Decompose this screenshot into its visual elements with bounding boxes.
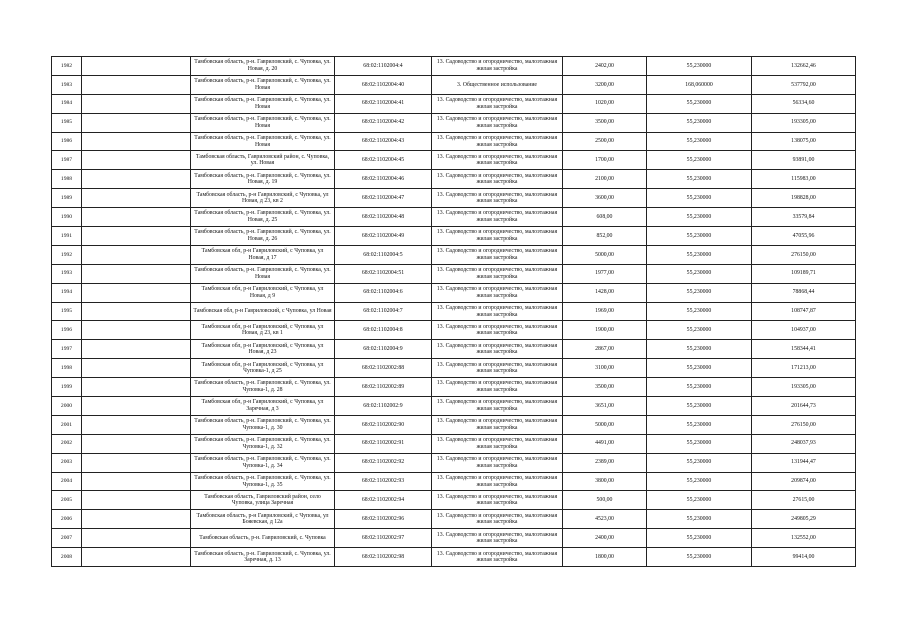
empty-cell (82, 113, 191, 132)
table-row (52, 529, 856, 548)
cadastral-value-cell: 115983,00 (752, 170, 856, 189)
area-cell: 3500,00 (563, 378, 647, 397)
rate-cell: 55,230000 (647, 245, 752, 264)
rate-cell: 55,230000 (647, 415, 752, 434)
area-cell: 3500,00 (563, 113, 647, 132)
empty-cell (82, 453, 191, 472)
empty-cell (82, 302, 191, 321)
area-cell: 500,00 (563, 491, 647, 510)
address-cell: Тамбовская область, р-н. Гавриловский, с. Чуповка, ул. Новая, д. 26 (191, 227, 335, 246)
cadastral-number-cell: 68:02:1102002:89 (335, 378, 432, 397)
rate-cell: 55,230000 (647, 151, 752, 170)
cadastral-number-cell: 68:02:1102004:48 (335, 208, 432, 227)
cadastral-number-cell: 68:02:1102004:42 (335, 113, 432, 132)
empty-cell (82, 75, 191, 94)
cadastral-number-cell: 68:02:1102004:49 (335, 227, 432, 246)
table-row (52, 548, 856, 567)
area-cell: 1977,00 (563, 264, 647, 283)
empty-cell (82, 510, 191, 529)
empty-cell (82, 208, 191, 227)
table-row (52, 453, 856, 472)
land-use-cell: 13. Садоводство и огородничество, малоэтажная жилая застройка (432, 415, 563, 434)
table-row (52, 434, 856, 453)
cadastral-number-cell: 68:02:1102004:6 (335, 283, 432, 302)
table-row (52, 151, 856, 170)
rate-cell: 55,230000 (647, 227, 752, 246)
empty-cell (82, 264, 191, 283)
land-use-cell: 13. Садоводство и огородничество, малоэтажная жилая застройка (432, 548, 563, 567)
address-cell: Тамбовская обл, р-н Гавриловский, с Чуповка, ул Чуповка-1, д 25 (191, 359, 335, 378)
land-use-cell: 13. Садоводство и огородничество, малоэтажная жилая застройка (432, 359, 563, 378)
cadastral-value-cell: 99414,00 (752, 548, 856, 567)
empty-cell (82, 340, 191, 359)
area-cell: 1700,00 (563, 151, 647, 170)
land-use-cell: 13. Садоводство и огородничество, малоэтажная жилая застройка (432, 397, 563, 416)
row-number-cell: 2004 (52, 472, 82, 491)
empty-cell (82, 529, 191, 548)
empty-cell (82, 94, 191, 113)
empty-cell (82, 359, 191, 378)
row-number-cell: 1988 (52, 170, 82, 189)
cadastral-number-cell: 68:02:1102002:98 (335, 548, 432, 567)
area-cell: 2389,00 (563, 453, 647, 472)
address-cell: Тамбовская область, р-н. Гавриловский, с. Чуповка (191, 529, 335, 548)
cadastral-number-cell: 68:02:1102002:94 (335, 491, 432, 510)
area-cell: 1020,00 (563, 94, 647, 113)
empty-cell (82, 491, 191, 510)
row-number-cell: 1994 (52, 283, 82, 302)
land-use-cell: 13. Садоводство и огородничество, малоэтажная жилая застройка (432, 94, 563, 113)
row-number-cell: 1991 (52, 227, 82, 246)
rate-cell: 55,230000 (647, 397, 752, 416)
area-cell: 5000,00 (563, 415, 647, 434)
land-use-cell: 13. Садоводство и огородничество, малоэтажная жилая застройка (432, 57, 563, 76)
area-cell: 2402,00 (563, 57, 647, 76)
cadastral-number-cell: 68:02:1102004:7 (335, 302, 432, 321)
area-cell: 1800,00 (563, 548, 647, 567)
address-cell: Тамбовская область, р-н. Гавриловский, с. Чуповка, ул. Чуповка-1, д. 32 (191, 434, 335, 453)
cadastral-value-cell: 193305,00 (752, 113, 856, 132)
address-cell: Тамбовская область, р-н. Гавриловский, с. Чуповка, ул. Новая (191, 94, 335, 113)
rate-cell: 55,230000 (647, 208, 752, 227)
address-cell: Тамбовская область, р-н. Гавриловский, с. Чуповка, ул. Новая, д. 20 (191, 57, 335, 76)
row-number-cell: 1993 (52, 264, 82, 283)
cadastral-number-cell: 68:02:1102002:9 (335, 397, 432, 416)
cadastral-number-cell: 68:02:1102004:5 (335, 245, 432, 264)
rate-cell: 55,230000 (647, 434, 752, 453)
cadastral-number-cell: 68:02:1102002:96 (335, 510, 432, 529)
land-use-cell: 13. Садоводство и огородничество, малоэтажная жилая застройка (432, 529, 563, 548)
table-row (52, 264, 856, 283)
area-cell: 5000,00 (563, 245, 647, 264)
cadastral-number-cell: 68:02:1102004:8 (335, 321, 432, 340)
cadastral-value-cell: 132552,00 (752, 529, 856, 548)
area-cell: 3100,00 (563, 359, 647, 378)
cadastral-value-cell: 27615,00 (752, 491, 856, 510)
empty-cell (82, 283, 191, 302)
cadastral-number-cell: 68:02:1102004:4 (335, 57, 432, 76)
address-cell: Тамбовская обл, р-н Гавриловский, с Чуповка, ул Новая (191, 302, 335, 321)
row-number-cell: 2002 (52, 434, 82, 453)
land-use-cell: 13. Садоводство и огородничество, малоэтажная жилая застройка (432, 245, 563, 264)
address-cell: Тамбовская обл, р-н Гавриловский, с Чуповка, ул Новая, д 17 (191, 245, 335, 264)
row-number-cell: 1984 (52, 94, 82, 113)
land-use-cell: 13. Садоводство и огородничество, малоэтажная жилая застройка (432, 434, 563, 453)
land-use-cell: 13. Садоводство и огородничество, малоэтажная жилая застройка (432, 208, 563, 227)
land-use-cell: 13. Садоводство и огородничество, малоэтажная жилая застройка (432, 227, 563, 246)
table-row (52, 340, 856, 359)
row-number-cell: 1985 (52, 113, 82, 132)
rate-cell: 55,230000 (647, 453, 752, 472)
address-cell: Тамбовская область, Гавриловский район, село Чуповка, улица Заречная (191, 491, 335, 510)
table-row (52, 397, 856, 416)
cadastral-value-cell: 56334,60 (752, 94, 856, 113)
land-use-cell: 13. Садоводство и огородничество, малоэтажная жилая застройка (432, 302, 563, 321)
cadastral-value-cell: 198828,00 (752, 189, 856, 208)
empty-cell (82, 132, 191, 151)
empty-cell (82, 227, 191, 246)
row-number-cell: 2000 (52, 397, 82, 416)
land-use-cell: 13. Садоводство и огородничество, малоэтажная жилая застройка (432, 264, 563, 283)
cadastral-number-cell: 68:02:1102002:91 (335, 434, 432, 453)
area-cell: 1900,00 (563, 321, 647, 340)
area-cell: 3600,00 (563, 189, 647, 208)
rate-cell: 55,230000 (647, 472, 752, 491)
row-number-cell: 1983 (52, 75, 82, 94)
area-cell: 2500,00 (563, 132, 647, 151)
row-number-cell: 1996 (52, 321, 82, 340)
rate-cell: 55,230000 (647, 378, 752, 397)
area-cell: 1969,00 (563, 302, 647, 321)
table-row (52, 113, 856, 132)
cadastral-number-cell: 68:02:1102004:45 (335, 151, 432, 170)
address-cell: Тамбовская обл, р-н Гавриловский, с Чуповка, ул Новая, д 9 (191, 283, 335, 302)
row-number-cell: 2006 (52, 510, 82, 529)
row-number-cell: 1998 (52, 359, 82, 378)
area-cell: 2100,00 (563, 170, 647, 189)
row-number-cell: 2001 (52, 415, 82, 434)
row-number-cell: 1995 (52, 302, 82, 321)
row-number-cell: 2007 (52, 529, 82, 548)
land-use-cell: 13. Садоводство и огородничество, малоэтажная жилая застройка (432, 151, 563, 170)
table-row (52, 472, 856, 491)
table-row (52, 170, 856, 189)
cadastral-value-cell: 276150,00 (752, 415, 856, 434)
address-cell: Тамбовская область, р-н. Гавриловский, с. Чуповка, ул. Новая (191, 113, 335, 132)
row-number-cell: 1992 (52, 245, 82, 264)
cadastral-number-cell: 68:02:1102004:9 (335, 340, 432, 359)
land-use-cell: 13. Садоводство и огородничество, малоэтажная жилая застройка (432, 132, 563, 151)
cadastral-value-cell: 104937,00 (752, 321, 856, 340)
rate-cell: 55,230000 (647, 189, 752, 208)
area-cell: 608,00 (563, 208, 647, 227)
land-use-cell: 3. Общественное использование (432, 75, 563, 94)
land-use-cell: 13. Садоводство и огородничество, малоэтажная жилая застройка (432, 189, 563, 208)
rate-cell: 55,230000 (647, 94, 752, 113)
cadastral-value-cell: 193305,00 (752, 378, 856, 397)
cadastral-value-cell: 93891,00 (752, 151, 856, 170)
cadastral-value-cell: 108747,87 (752, 302, 856, 321)
cadastral-number-cell: 68:02:1102004:41 (335, 94, 432, 113)
area-cell: 3651,00 (563, 397, 647, 416)
cadastral-value-cell: 248037,93 (752, 434, 856, 453)
cadastral-number-cell: 68:02:1102004:43 (335, 132, 432, 151)
land-use-cell: 13. Садоводство и огородничество, малоэтажная жилая застройка (432, 321, 563, 340)
address-cell: Тамбовская область, Гавриловский район, с. Чуповка, ул. Новая (191, 151, 335, 170)
table-row (52, 321, 856, 340)
empty-cell (82, 151, 191, 170)
area-cell: 4523,00 (563, 510, 647, 529)
table-row (52, 359, 856, 378)
cadastral-value-cell: 249805,29 (752, 510, 856, 529)
rate-cell: 55,230000 (647, 132, 752, 151)
land-registry-table (51, 56, 856, 567)
cadastral-number-cell: 68:02:1102004:47 (335, 189, 432, 208)
cadastral-value-cell: 537792,00 (752, 75, 856, 94)
cadastral-value-cell: 131944,47 (752, 453, 856, 472)
area-cell: 3800,00 (563, 472, 647, 491)
address-cell: Тамбовская обл, р-н Гавриловский, с Чуповка, ул Новая, д 23 (191, 340, 335, 359)
cadastral-number-cell: 68:02:1102004:40 (335, 75, 432, 94)
row-number-cell: 1999 (52, 378, 82, 397)
address-cell: Тамбовская область, р-н. Гавриловский, с. Чуповка, ул. Новая (191, 75, 335, 94)
empty-cell (82, 170, 191, 189)
row-number-cell: 2008 (52, 548, 82, 567)
row-number-cell: 1990 (52, 208, 82, 227)
table-row (52, 94, 856, 113)
address-cell: Тамбовская область, р-н. Гавриловский, с. Чуповка, ул. Чуповка-1, д. 34 (191, 453, 335, 472)
table-row (52, 415, 856, 434)
land-use-cell: 13. Садоводство и огородничество, малоэтажная жилая застройка (432, 453, 563, 472)
land-use-cell: 13. Садоводство и огородничество, малоэтажная жилая застройка (432, 283, 563, 302)
land-use-cell: 13. Садоводство и огородничество, малоэтажная жилая застройка (432, 170, 563, 189)
table-row (52, 57, 856, 76)
address-cell: Тамбовская обл, р-н Гавриловский, с Чуповка, ул Новая, д 23, кв 1 (191, 321, 335, 340)
row-number-cell: 1997 (52, 340, 82, 359)
cadastral-number-cell: 68:02:1102002:92 (335, 453, 432, 472)
land-use-cell: 13. Садоводство и огородничество, малоэтажная жилая застройка (432, 491, 563, 510)
area-cell: 2400,00 (563, 529, 647, 548)
table-row (52, 75, 856, 94)
rate-cell: 55,230000 (647, 113, 752, 132)
rate-cell: 55,230000 (647, 57, 752, 76)
cadastral-value-cell: 47055,96 (752, 227, 856, 246)
cadastral-value-cell: 158344,41 (752, 340, 856, 359)
cadastral-value-cell: 33579,84 (752, 208, 856, 227)
table-row (52, 208, 856, 227)
area-cell: 3200,00 (563, 75, 647, 94)
row-number-cell: 1982 (52, 57, 82, 76)
empty-cell (82, 472, 191, 491)
row-number-cell: 2005 (52, 491, 82, 510)
rate-cell: 55,230000 (647, 491, 752, 510)
rate-cell: 55,230000 (647, 170, 752, 189)
empty-cell (82, 548, 191, 567)
address-cell: Тамбовская область, р-н. Гавриловский, с. Чуповка, ул. Чуповка-1, д. 30 (191, 415, 335, 434)
empty-cell (82, 415, 191, 434)
row-number-cell: 1987 (52, 151, 82, 170)
cadastral-number-cell: 68:02:1102002:97 (335, 529, 432, 548)
table-row (52, 491, 856, 510)
cadastral-number-cell: 68:02:1102002:90 (335, 415, 432, 434)
address-cell: Тамбовская область, р-н. Гавриловский, с. Чуповка, ул. Заречная, д. 13 (191, 548, 335, 567)
table-row (52, 189, 856, 208)
area-cell: 1428,00 (563, 283, 647, 302)
address-cell: Тамбовская область, р-н. Гавриловский, с. Чуповка, ул. Чуповка-1, д. 28 (191, 378, 335, 397)
cadastral-value-cell: 201644,73 (752, 397, 856, 416)
empty-cell (82, 397, 191, 416)
area-cell: 2867,00 (563, 340, 647, 359)
address-cell: Тамбовская область, р-н Гавриловский, с Чуповка, ул Бояевская, д 12а (191, 510, 335, 529)
table-row (52, 283, 856, 302)
area-cell: 4491,00 (563, 434, 647, 453)
rate-cell: 55,230000 (647, 302, 752, 321)
land-use-cell: 13. Садоводство и огородничество, малоэтажная жилая застройка (432, 510, 563, 529)
rate-cell: 55,230000 (647, 510, 752, 529)
cadastral-value-cell: 209874,00 (752, 472, 856, 491)
table-row (52, 302, 856, 321)
land-use-cell: 13. Садоводство и огородничество, малоэтажная жилая застройка (432, 113, 563, 132)
rate-cell: 55,230000 (647, 283, 752, 302)
rate-cell: 55,230000 (647, 359, 752, 378)
cadastral-value-cell: 78868,44 (752, 283, 856, 302)
cadastral-value-cell: 138075,00 (752, 132, 856, 151)
empty-cell (82, 321, 191, 340)
empty-cell (82, 378, 191, 397)
address-cell: Тамбовская область, р-н. Гавриловский, с. Чуповка, ул. Новая (191, 132, 335, 151)
address-cell: Тамбовская область, р-н Гавриловский, с Чуповка, ул Новая, д 23, кв 2 (191, 189, 335, 208)
land-use-cell: 13. Садоводство и огородничество, малоэтажная жилая застройка (432, 472, 563, 491)
rate-cell: 55,230000 (647, 529, 752, 548)
rate-cell: 168,060000 (647, 75, 752, 94)
rate-cell: 55,230000 (647, 548, 752, 567)
table-row (52, 378, 856, 397)
land-use-cell: 13. Садоводство и огородничество, малоэтажная жилая застройка (432, 340, 563, 359)
address-cell: Тамбовская область, р-н. Гавриловский, с. Чуповка, ул. Чуповка-1, д. 35 (191, 472, 335, 491)
cadastral-number-cell: 68:02:1102004:46 (335, 170, 432, 189)
row-number-cell: 1989 (52, 189, 82, 208)
rate-cell: 55,230000 (647, 321, 752, 340)
table-row (52, 245, 856, 264)
cadastral-value-cell: 132662,46 (752, 57, 856, 76)
address-cell: Тамбовская область, р-н. Гавриловский, с. Чуповка, ул. Новая, д. 19 (191, 170, 335, 189)
cadastral-value-cell: 276150,00 (752, 245, 856, 264)
address-cell: Тамбовская область, р-н. Гавриловский, с. Чуповка, ул. Новая, д. 25 (191, 208, 335, 227)
cadastral-value-cell: 171213,00 (752, 359, 856, 378)
rate-cell: 55,230000 (647, 340, 752, 359)
table-body (52, 57, 856, 567)
cadastral-number-cell: 68:02:1102004:51 (335, 264, 432, 283)
cadastral-value-cell: 109189,71 (752, 264, 856, 283)
address-cell: Тамбовская область, р-н. Гавриловский, с. Чуповка, ул. Новая (191, 264, 335, 283)
area-cell: 852,00 (563, 227, 647, 246)
empty-cell (82, 57, 191, 76)
empty-cell (82, 434, 191, 453)
cadastral-number-cell: 68:02:1102002:93 (335, 472, 432, 491)
empty-cell (82, 189, 191, 208)
row-number-cell: 2003 (52, 453, 82, 472)
table-row (52, 132, 856, 151)
row-number-cell: 1986 (52, 132, 82, 151)
rate-cell: 55,230000 (647, 264, 752, 283)
empty-cell (82, 245, 191, 264)
address-cell: Тамбовская обл, р-н Гавриловский, с Чуповка, ул Заречная, д 3 (191, 397, 335, 416)
cadastral-number-cell: 68:02:1102002:88 (335, 359, 432, 378)
land-use-cell: 13. Садоводство и огородничество, малоэтажная жилая застройка (432, 378, 563, 397)
table-row (52, 510, 856, 529)
table-row (52, 227, 856, 246)
